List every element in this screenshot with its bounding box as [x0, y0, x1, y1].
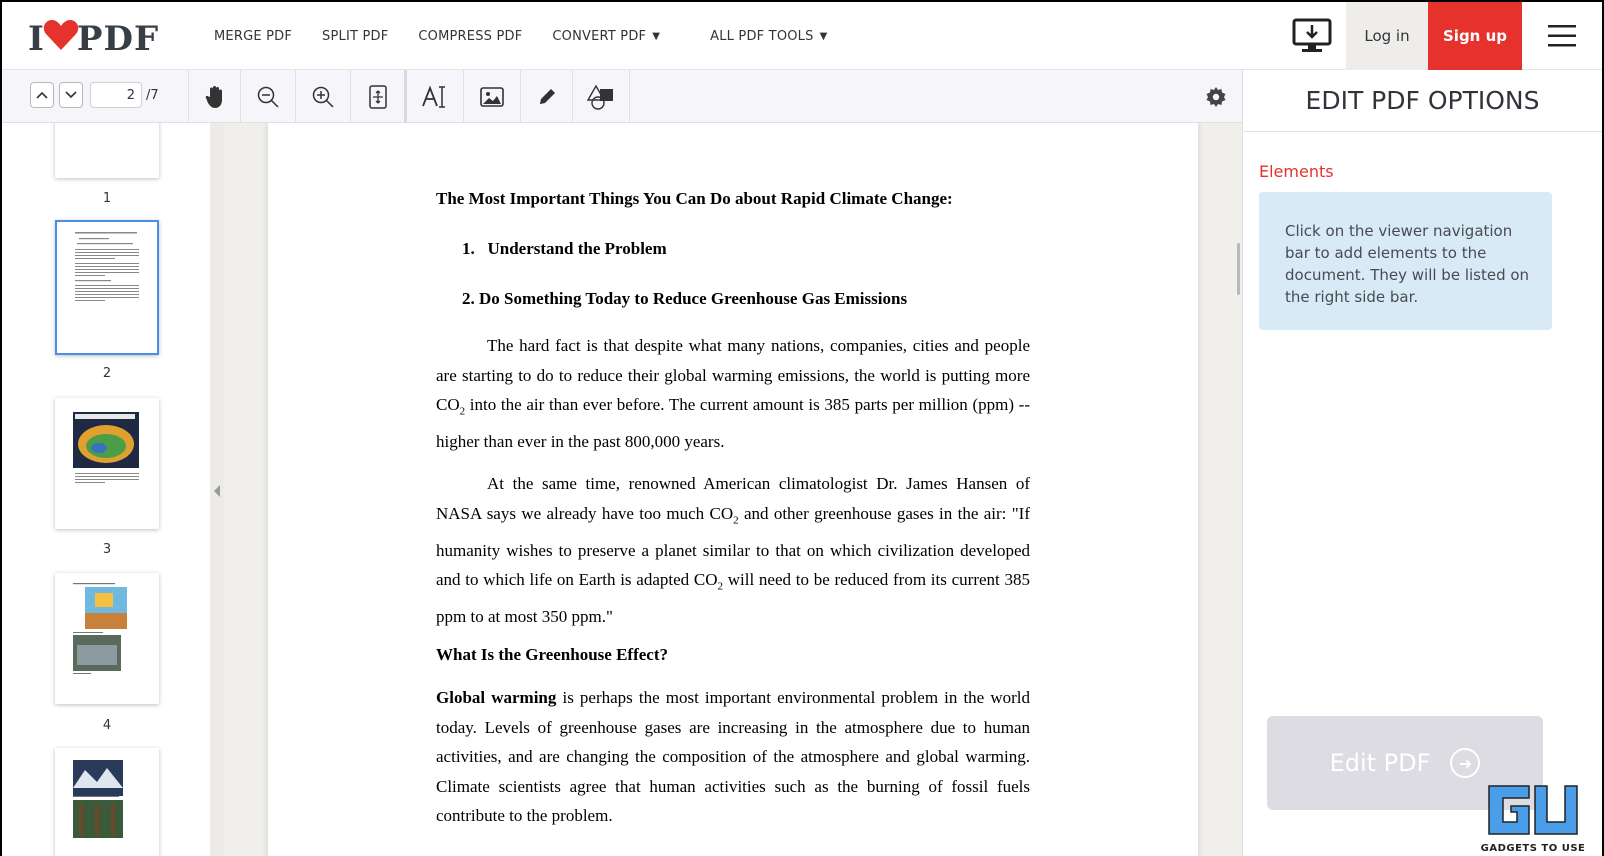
caret-down-icon: ▼ [819, 30, 828, 42]
fit-page-button[interactable] [350, 70, 404, 123]
logo-text-pdf: PDF [76, 19, 160, 59]
page-thumbnail[interactable] [55, 573, 159, 704]
p1-text-b: into the air than ever before. The current amount is 385 parts per million (ppm) -- higher than ever in the past 800,000 years. [436, 395, 1030, 452]
p3-text: is perhaps the most important environmental problem in the world today. Levels of greenhouse gases are increasing in the atmosphere due to human activities, and are changing the composition of the atmosphere and global warming. Climate scientists agree that human activities such as the burning of fossil fuels contribute to the problem. [436, 688, 1030, 826]
watermark-logo [1478, 778, 1588, 854]
image-icon [480, 87, 504, 107]
elements-info-box: Click on the viewer navigation bar to add elements to the document. They will be listed on the right side bar. [1259, 192, 1552, 330]
sidebar-collapse-handle[interactable] [210, 123, 224, 856]
logo-text-i: I [28, 19, 45, 59]
page-number-input[interactable] [90, 82, 142, 108]
page-thumbnail-active[interactable] [55, 220, 159, 355]
watermark-text: GADGETS TO USE [1480, 843, 1586, 854]
edit-pdf-label: Edit PDF [1329, 749, 1431, 777]
zoom-in-icon [311, 85, 335, 109]
thumbnail-number: 4 [102, 718, 112, 733]
panel-title: EDIT PDF OPTIONS [1243, 70, 1602, 132]
gadgets-to-use-logo-icon [1485, 778, 1581, 838]
page-thumbnail[interactable] [55, 398, 159, 529]
nav-split-pdf[interactable] [322, 29, 388, 44]
thumbnail-number: 1 [102, 191, 112, 206]
zoom-out-icon [256, 85, 280, 109]
shapes-icon [586, 83, 616, 111]
hand-tool-button[interactable] [188, 70, 240, 123]
p1-text-a: The hard fact is that despite what many nations, companies, cities and people are starting to do to reduce their global warming emissions, the world is putting more CO [436, 336, 1030, 415]
subscript-2: 2 [717, 580, 723, 593]
thumbnail-number: 2 [102, 366, 112, 381]
zoom-out-button[interactable] [240, 70, 295, 123]
subscript-2: 2 [459, 405, 466, 418]
pdf-viewer[interactable] [224, 123, 1242, 856]
doc-paragraph-2 [436, 469, 1030, 632]
pencil-icon [537, 87, 557, 107]
hamburger-menu-icon[interactable] [1522, 2, 1602, 70]
shapes-button[interactable] [572, 70, 630, 123]
nav-merge-label: MERGE PDF [214, 28, 293, 44]
p2-text-c: will need to be reduced from its current 385 ppm to at most 350 ppm." [436, 570, 1030, 627]
thumbnail-number: 3 [102, 542, 112, 557]
text-tool-icon [421, 85, 449, 109]
heart-icon [43, 18, 79, 60]
nav-compress-label: COMPRESS PDF [418, 28, 523, 44]
nav-convert-pdf[interactable] [552, 29, 660, 44]
nav-merge-pdf[interactable] [214, 29, 292, 44]
page-total: /7 [146, 87, 159, 103]
fit-page-icon [369, 85, 387, 109]
chevron-left-icon [213, 484, 221, 498]
page-thumbnail[interactable] [55, 748, 159, 856]
doc-list-item-2: 2. Do Something Today to Reduce Greenhouse Gas Emissions [462, 289, 908, 308]
edit-options-panel [1242, 70, 1602, 856]
prev-page-button[interactable] [30, 82, 54, 108]
draw-button[interactable] [520, 70, 572, 123]
zoom-in-button[interactable] [295, 70, 350, 123]
viewer-toolbar [2, 70, 1272, 123]
doc-paragraph-1 [436, 331, 1030, 457]
doc-list-item-1: 1. Understand the Problem [462, 239, 667, 258]
viewer-scrollbar[interactable] [1237, 243, 1240, 295]
nav-split-label: SPLIT PDF [322, 28, 389, 44]
ilovepdf-logo[interactable] [28, 18, 159, 60]
nav-convert-label: CONVERT PDF [552, 28, 647, 44]
doc-paragraph-3 [436, 683, 1030, 831]
next-page-button[interactable] [59, 82, 83, 108]
nav-all-pdf-tools[interactable] [710, 29, 827, 44]
subscript-2: 2 [733, 513, 739, 526]
add-text-button[interactable] [407, 70, 463, 123]
header-actions [1278, 2, 1602, 70]
doc-heading: The Most Important Things You Can Do about Rapid Climate Change: [436, 189, 953, 208]
nav-compress-pdf[interactable] [418, 29, 522, 44]
p3-bold-term: Global warming [436, 688, 557, 707]
p2-text-a: At the same time, renowned American climatologist Dr. James Hansen of NASA says we already have too much CO [436, 474, 1030, 523]
gear-icon [1206, 87, 1226, 107]
arrow-right-circle-icon: ➜ [1450, 748, 1480, 778]
signup-button[interactable]: Sign up [1428, 2, 1522, 70]
page-thumbnail[interactable] [55, 123, 159, 178]
main-nav [214, 2, 857, 70]
pdf-page[interactable] [268, 123, 1198, 856]
page-thumbnails-sidebar [2, 123, 210, 856]
elements-label: Elements [1259, 162, 1334, 181]
p2-text-b: and other greenhouse gases in the air: "If humanity wishes to preserve a planet similar to that on which civilization developed and to which life on Earth is adapted CO [436, 503, 1030, 590]
hand-icon [204, 85, 226, 109]
add-image-button[interactable] [463, 70, 520, 123]
settings-button[interactable] [1190, 70, 1242, 123]
desktop-download-icon[interactable] [1278, 2, 1346, 70]
nav-all-tools-label: ALL PDF TOOLS [710, 28, 814, 44]
page-navigation [30, 82, 159, 108]
caret-down-icon: ▼ [652, 30, 661, 42]
doc-subheading: What Is the Greenhouse Effect? [436, 645, 668, 664]
login-button[interactable]: Log in [1346, 2, 1428, 70]
top-header [2, 2, 1602, 70]
